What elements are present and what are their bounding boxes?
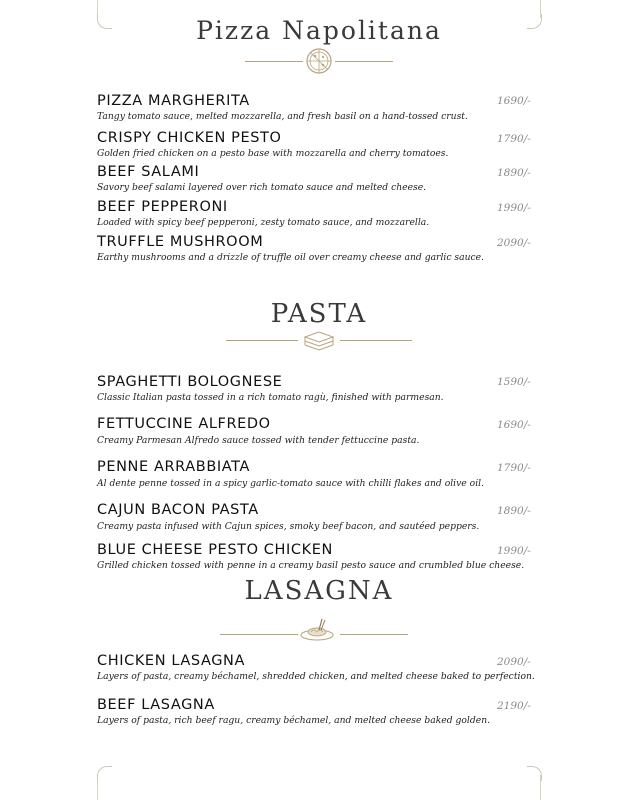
divider-right (340, 634, 408, 635)
divider-left (226, 340, 298, 341)
menu-item-price: 1590/- (497, 376, 531, 388)
menu-item-desc: Golden fried chicken on a pesto base with mozzarella and cherry tomatoes. (97, 148, 449, 159)
menu-item-desc: Grilled chicken tossed with penne in a creamy basil pesto sauce and crumbled blue cheese. (97, 560, 525, 571)
menu-item-desc: Layers of pasta, creamy béchamel, shredded chicken, and melted cheese baked to perfection. (97, 671, 535, 682)
menu-item-name: PENNE ARRABBIATA (97, 459, 250, 475)
frame-corner-bl (97, 766, 112, 781)
menu-item-price: 1790/- (497, 133, 531, 145)
menu-item-name: TRUFFLE MUSHROOM (97, 234, 264, 250)
menu-item-name: FETTUCCINE ALFREDO (97, 416, 271, 432)
menu-item-name: CRISPY CHICKEN PESTO (97, 130, 282, 146)
menu-item-name: BEEF LASAGNA (97, 697, 215, 713)
menu-item-name: BLUE CHEESE PESTO CHICKEN (97, 542, 333, 558)
menu-item-price: 1990/- (497, 202, 531, 214)
menu-item-price: 1890/- (497, 505, 531, 517)
section-title-pasta: PASTA (270, 299, 368, 329)
menu-item-desc: Creamy pasta infused with Cajun spices, smoky beef bacon, and sautéed peppers. (97, 521, 480, 532)
menu-item-desc: Al dente penne tossed in a spicy garlic-tomato sauce with chilli flakes and olive oil. (97, 478, 484, 489)
menu-item-price: 1690/- (497, 95, 531, 107)
divider-right (340, 340, 412, 341)
menu-item-desc: Savory beef salami layered over rich tomato sauce and melted cheese. (97, 182, 427, 193)
menu-item-price: 2190/- (497, 700, 531, 712)
menu-item-name: PIZZA MARGHERITA (97, 93, 250, 109)
divider-right (335, 61, 393, 62)
menu-item-name: BEEF PEPPERONI (97, 199, 228, 215)
divider-left (245, 61, 303, 62)
section-title-pizza: Pizza Napolitana (196, 16, 442, 45)
menu-item-name: CHICKEN LASAGNA (97, 653, 246, 669)
menu-item-price: 1890/- (497, 167, 531, 179)
menu-item-desc: Loaded with spicy beef pepperoni, zesty tomato sauce, and mozzarella. (97, 217, 430, 228)
lasagna-layers-icon (302, 330, 336, 352)
section-title-lasagna: LASAGNA (244, 576, 394, 606)
menu-item-desc: Layers of pasta, rich beef ragu, creamy béchamel, and melted cheese baked golden. (97, 715, 491, 726)
frame-corner-br (527, 766, 542, 781)
menu-item-name: CAJUN BACON PASTA (97, 502, 259, 518)
menu-item-price: 1990/- (497, 545, 531, 557)
divider-left (220, 634, 298, 635)
menu-item-desc: Classic Italian pasta tossed in a rich tomato ragù, finished with parmesan. (97, 392, 444, 403)
menu-item-name: SPAGHETTI BOLOGNESE (97, 374, 283, 390)
menu-item-desc: Tangy tomato sauce, melted mozzarella, and fresh basil on a hand-tossed crust. (97, 111, 468, 122)
menu-item-desc: Creamy Parmesan Alfredo sauce tossed with tender fettuccine pasta. (97, 435, 420, 446)
pasta-plate-icon (298, 617, 336, 643)
menu-item-price: 1790/- (497, 462, 531, 474)
menu-item-name: BEEF SALAMI (97, 164, 200, 180)
menu-item-desc: Earthy mushrooms and a drizzle of truffle oil over creamy cheese and garlic sauce. (97, 252, 484, 263)
menu-item-price: 1690/- (497, 419, 531, 431)
pizza-icon (305, 47, 333, 75)
menu-item-price: 2090/- (497, 237, 531, 249)
menu-item-price: 2090/- (497, 656, 531, 668)
